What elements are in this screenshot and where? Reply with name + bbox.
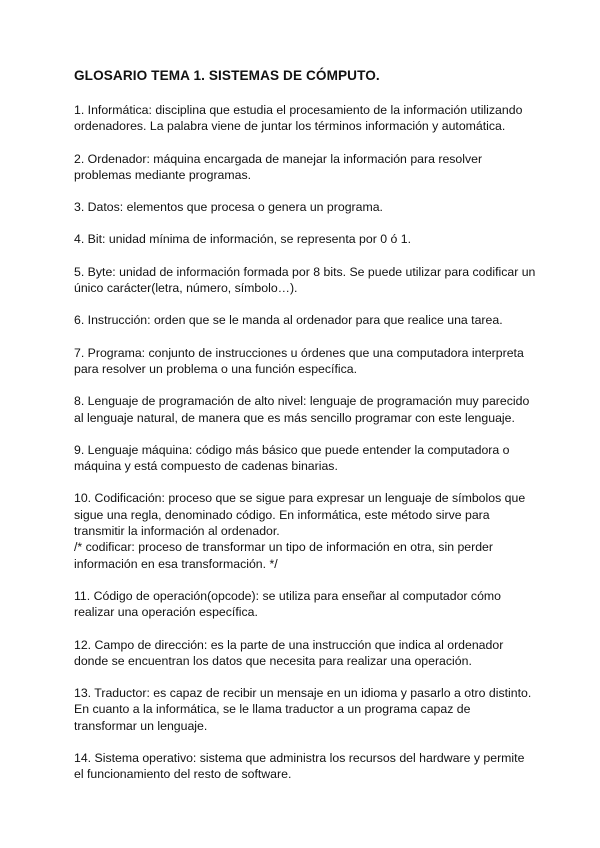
glossary-entry-line: 7. Programa: conjunto de instrucciones u órdenes que una computadora interpreta bbox=[74, 345, 524, 360]
glossary-entry bbox=[74, 345, 534, 378]
glossary-entry-line: 4. Bit: unidad mínima de información, se representa por 0 ó 1. bbox=[74, 232, 411, 247]
glossary-entry-line: 1. Informática: disciplina que estudia el procesamiento de la información utilizando bbox=[74, 103, 523, 117]
glossary-entry-line: para resolver un problema o una función específica. bbox=[74, 361, 357, 376]
document-page bbox=[74, 68, 534, 799]
glossary-entry bbox=[74, 151, 534, 184]
glossary-entry-line: información en esa transformación. */ bbox=[74, 556, 278, 571]
glossary-entry bbox=[74, 442, 534, 475]
glossary-entry-line: 11. Código de operación(opcode): se utiliza para enseñar al computador cómo bbox=[74, 588, 502, 603]
glossary-entry bbox=[74, 685, 534, 734]
glossary-list bbox=[74, 102, 534, 783]
document-title: GLOSARIO TEMA 1. SISTEMAS DE CÓMPUTO. bbox=[74, 68, 380, 83]
glossary-entry-line: 9. Lenguaje máquina: código más básico que puede entender la computadora o bbox=[74, 442, 510, 457]
glossary-entry-line: sigue una regla, denominado código. En informática, este método sirve para bbox=[74, 507, 490, 522]
glossary-entry bbox=[74, 102, 534, 135]
glossary-entry-line: 10. Codificación: proceso que se sigue para expresar un lenguaje de símbolos que bbox=[74, 491, 526, 506]
glossary-entry bbox=[74, 264, 534, 297]
glossary-entry-line: el funcionamiento del resto de software. bbox=[74, 767, 292, 782]
glossary-entry bbox=[74, 750, 534, 783]
glossary-entry-line: 8. Lenguaje de programación de alto nivel: lenguaje de programación muy parecido bbox=[74, 394, 530, 409]
glossary-entry bbox=[74, 490, 534, 571]
glossary-entry-line: único carácter(letra, número, símbolo…). bbox=[74, 281, 298, 296]
glossary-entry-line: 14. Sistema operativo: sistema que administra los recursos del hardware y permite bbox=[74, 751, 525, 766]
glossary-entry bbox=[74, 231, 534, 247]
glossary-entry-line: al lenguaje natural, de manera que es más sencillo programar con este lenguaje. bbox=[74, 410, 515, 425]
glossary-entry bbox=[74, 199, 534, 215]
glossary-entry-line: ordenadores. La palabra viene de juntar los términos información y automática. bbox=[74, 119, 506, 134]
glossary-entry bbox=[74, 637, 534, 670]
glossary-entry-line: 12. Campo de dirección: es la parte de una instrucción que indica al ordenador bbox=[74, 637, 504, 652]
glossary-entry-line: 5. Byte: unidad de información formada por 8 bits. Se puede utilizar para codificar un bbox=[74, 264, 536, 279]
glossary-entry-line: 6. Instrucción: orden que se le manda al ordenador para que realice una tarea. bbox=[74, 313, 503, 328]
glossary-entry-line: 13. Traductor: es capaz de recibir un mensaje en un idioma y pasarlo a otro distinto. bbox=[74, 686, 532, 701]
glossary-entry-line: 3. Datos: elementos que procesa o genera un programa. bbox=[74, 200, 383, 215]
glossary-entry-line: /* codificar: proceso de transformar un tipo de información en otra, sin perder bbox=[74, 540, 493, 555]
glossary-entry bbox=[74, 588, 534, 621]
glossary-entry-line: donde se encuentran los datos que necesita para realizar una operación. bbox=[74, 653, 472, 668]
glossary-entry-line: 2. Ordenador: máquina encargada de manejar la información para resolver bbox=[74, 151, 483, 166]
glossary-entry bbox=[74, 312, 534, 328]
glossary-entry-line: transformar un lenguaje. bbox=[74, 718, 208, 733]
glossary-entry-line: problemas mediante programas. bbox=[74, 167, 252, 182]
glossary-entry-line: transmitir la información al ordenador. bbox=[74, 524, 280, 539]
glossary-entry bbox=[74, 393, 534, 426]
glossary-entry-line: realizar una operación específica. bbox=[74, 605, 258, 620]
glossary-entry-line: En cuanto a la informática, se le llama traductor a un programa capaz de bbox=[74, 702, 471, 717]
glossary-entry-line: máquina y está compuesto de cadenas binarias. bbox=[74, 459, 338, 474]
